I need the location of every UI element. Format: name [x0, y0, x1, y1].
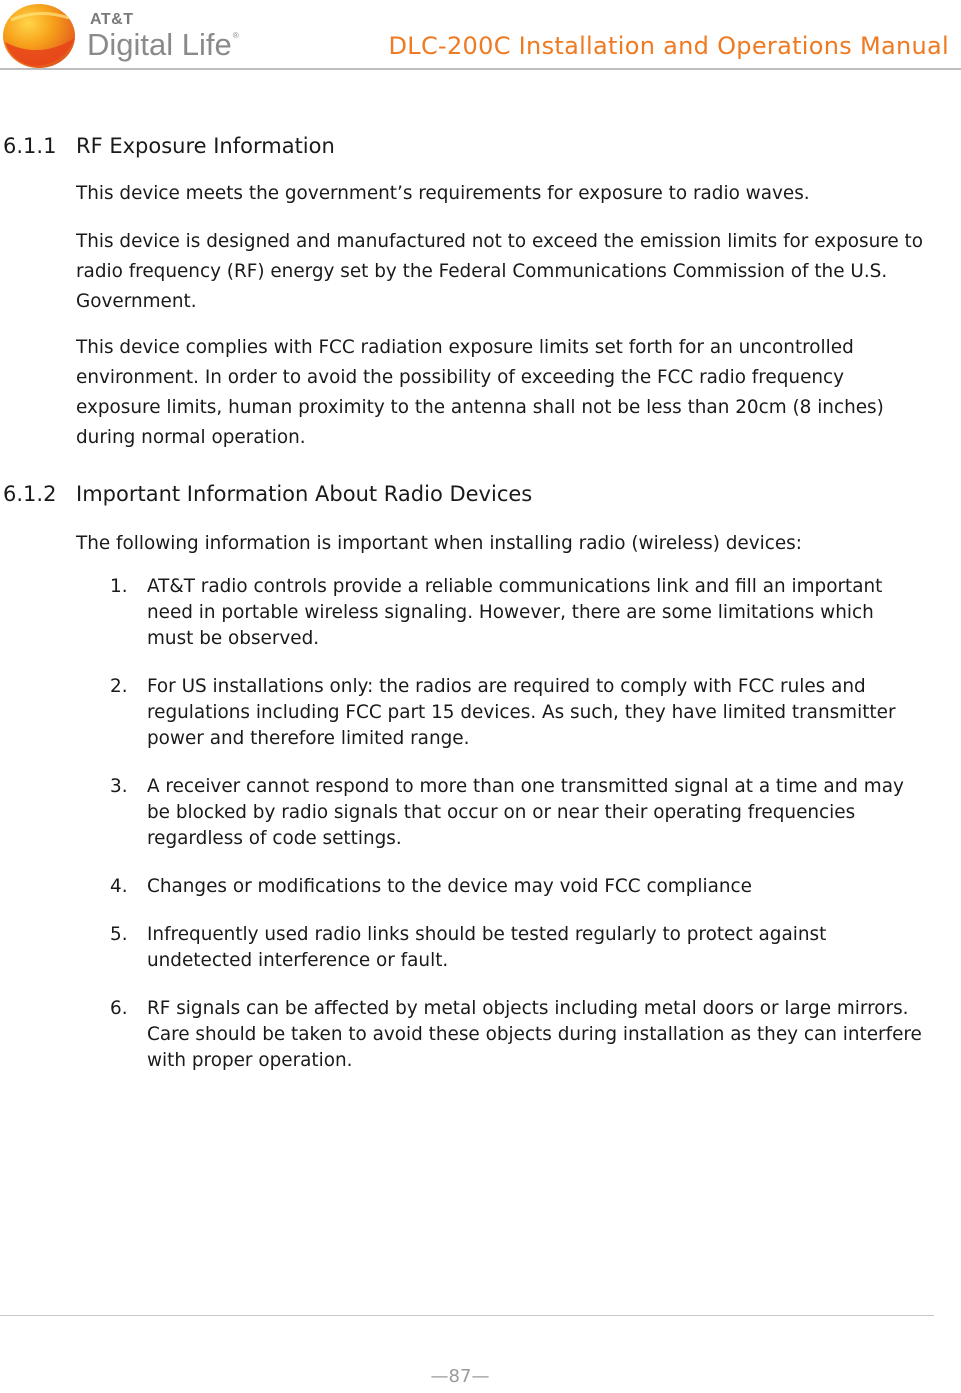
list-number: 2. — [110, 676, 128, 697]
list-text: Changes or modifications to the device may void FCC compliance — [147, 876, 752, 897]
list-text: For US installations only: the radios are required to comply with FCC rules and regulations including FCC part 15 devices. As such, they have limited transmitter power and therefore limited range. — [147, 676, 896, 749]
list-item — [0, 996, 961, 1074]
header-divider — [0, 68, 961, 70]
list-text: A receiver cannot respond to more than one transmitted signal at a time and may be blocked by radio signals that occur on or near their operating frequencies regardless of code settings. — [147, 776, 904, 849]
paragraph: The following information is important when installing radio (wireless) devices: — [76, 533, 802, 554]
paragraph: This device meets the government’s requirements for exposure to radio waves. — [76, 183, 810, 204]
footer-divider — [0, 1315, 934, 1316]
list-item — [0, 874, 961, 900]
logo-att-text: AT&T — [90, 11, 134, 28]
paragraph: This device complies with FCC radiation exposure limits set forth for an uncontrolled environment. In order to avoid the possibility of exceeding the FCC radio frequency exposure limits, human proximity to the antenna shall not be less than 20cm (8 inches) during normal operation. — [76, 337, 884, 448]
logo-registered-mark: ® — [232, 31, 239, 40]
list-number: 3. — [110, 776, 128, 797]
section-heading-rf-exposure — [3, 134, 335, 158]
list-item — [0, 922, 961, 974]
list-number: 1. — [110, 576, 128, 597]
logo-digital-life-text — [87, 29, 239, 60]
att-digital-life-logo — [3, 2, 239, 68]
list-number: 5. — [110, 924, 128, 945]
paragraph: This device is designed and manufactured not to exceed the emission limits for exposure to radio frequency (RF) energy set by the Federal Communications Commission of the U.S. Government. — [76, 231, 924, 312]
document-title: DLC-200C Installation and Operations Manual — [388, 32, 949, 60]
page-header — [0, 0, 961, 72]
list-item — [0, 574, 961, 652]
att-globe-icon — [3, 2, 83, 68]
list-item — [0, 674, 961, 752]
section-title: RF Exposure Information — [76, 134, 335, 158]
list-text: Infrequently used radio links should be tested regularly to protect against undetected interference or fault. — [147, 924, 827, 971]
page-number: —87— — [430, 1366, 490, 1387]
section-number: 6.1.1 — [3, 134, 57, 158]
section-title: Important Information About Radio Devices — [76, 482, 533, 506]
logo-name: Digital Life — [87, 27, 232, 62]
list-number: 4. — [110, 876, 128, 897]
list-number: 6. — [110, 998, 128, 1019]
section-heading-radio-devices — [3, 482, 532, 506]
numbered-list — [0, 574, 961, 1096]
list-text: AT&T radio controls provide a reliable communications link and fill an important need in portable wireless signaling. However, there are some limitations which must be observed. — [147, 576, 883, 649]
list-item — [0, 774, 961, 852]
section-number: 6.1.2 — [3, 482, 57, 506]
list-text: RF signals can be affected by metal objects including metal doors or large mirrors. Care should be taken to avoid these objects during installation as they can interfere with proper operation. — [147, 998, 922, 1071]
